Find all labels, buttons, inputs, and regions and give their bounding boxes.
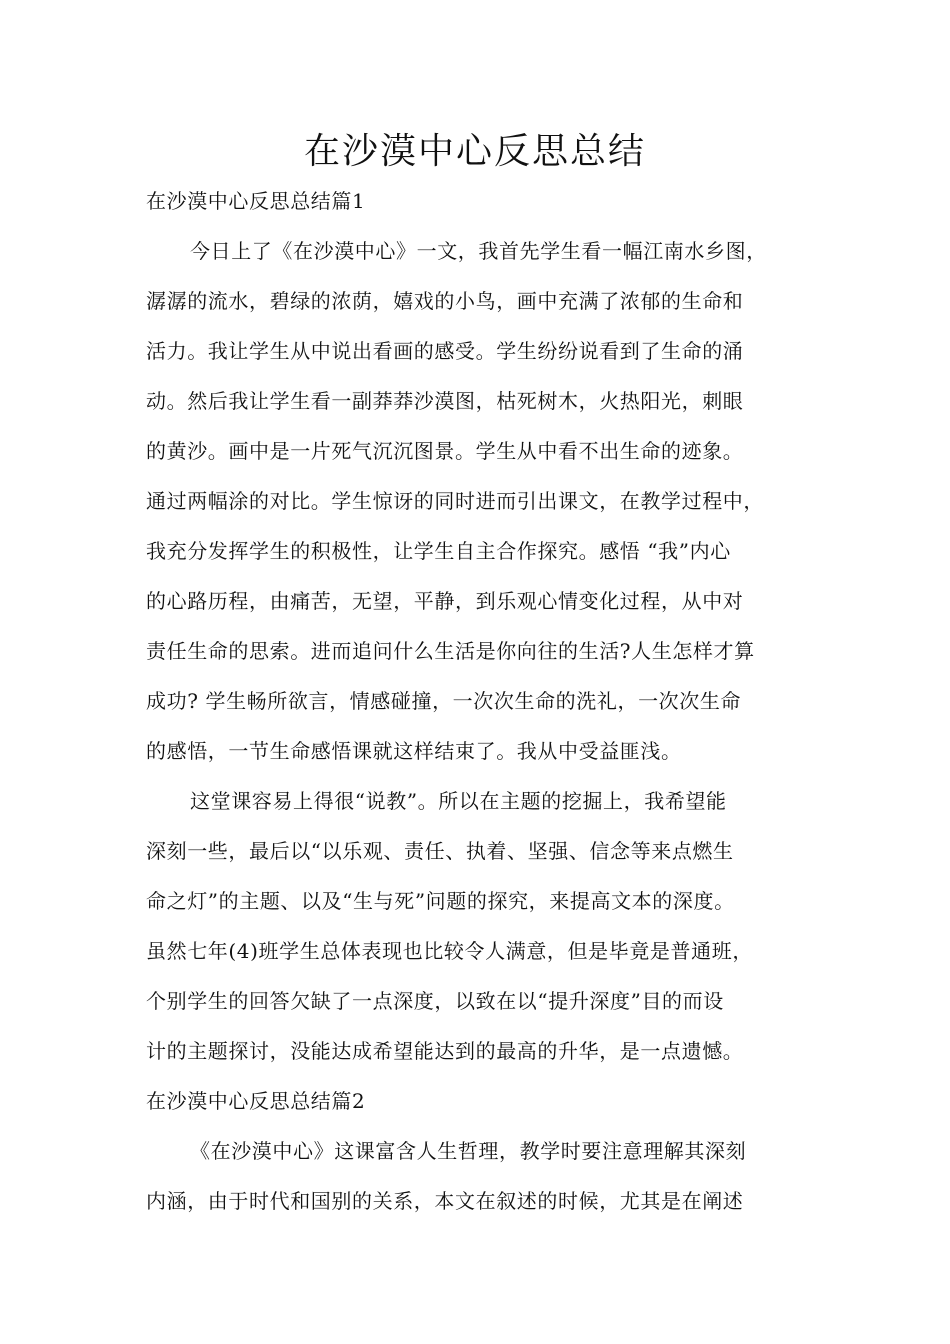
body-line: 命之灯”的主题、以及“生与死”问题的探究，来提高文本的深度。: [146, 889, 735, 913]
body-line: 的心路历程，由痛苦，无望，平静，到乐观心情变化过程，从中对: [146, 589, 744, 613]
body-line: 潺潺的流水，碧绿的浓荫，嬉戏的小鸟，画中充满了浓郁的生命和: [146, 289, 744, 313]
body-line: 成功? 学生畅所欲言，情感碰撞，一次次生命的洗礼，一次次生命: [146, 689, 742, 713]
body-line: 计的主题探讨，没能达成希望能达到的最高的升华，是一点遗憾。: [146, 1039, 744, 1063]
body-line: 活力。我让学生从中说出看画的感受。学生纷纷说看到了生命的涌: [146, 339, 744, 363]
body-line: 这堂课容易上得很“说教”。所以在主题的挖掘上，我希望能: [190, 789, 727, 813]
body-line: 责任生命的思索。进而追问什么生活是你向往的生活?人生怎样才算: [146, 639, 755, 663]
body-line: 个别学生的回答欠缺了一点深度，以致在以“提升深度”目的而设: [146, 989, 724, 1013]
body-line: 动。然后我让学生看一副莽莽沙漠图，枯死树木，火热阳光，刺眼: [146, 389, 744, 413]
body-line: 通过两幅涂的对比。学生惊讶的同时进而引出课文，在教学过程中，: [146, 489, 764, 513]
section-heading-2: 在沙漠中心反思总结篇2: [146, 1089, 366, 1113]
body-line: 今日上了《在沙漠中心》一文，我首先学生看一幅江南水乡图，: [190, 239, 767, 263]
body-line: 的感悟，一节生命感悟课就这样结束了。我从中受益匪浅。: [146, 739, 682, 763]
section-heading-1: 在沙漠中心反思总结篇1: [146, 189, 366, 213]
document-title: 在沙漠中心反思总结: [303, 131, 646, 172]
body-line: 内涵，由于时代和国别的关系，本文在叙述的时候，尤其是在阐述: [146, 1189, 744, 1213]
body-line: 的黄沙。画中是一片死气沉沉图景。学生从中看不出生命的迹象。: [146, 439, 744, 463]
body-line: 我充分发挥学生的积极性，让学生自主合作探究。感悟 “我”内心: [146, 539, 731, 563]
body-line: 《在沙漠中心》这课富含人生哲理，教学时要注意理解其深刻: [190, 1139, 747, 1163]
body-line: 虽然七年(4)班学生总体表现也比较令人满意，但是毕竟是普通班，: [146, 939, 753, 963]
body-line: 深刻一些，最后以“以乐观、责任、执着、坚强、信念等来点燃生: [146, 839, 734, 863]
